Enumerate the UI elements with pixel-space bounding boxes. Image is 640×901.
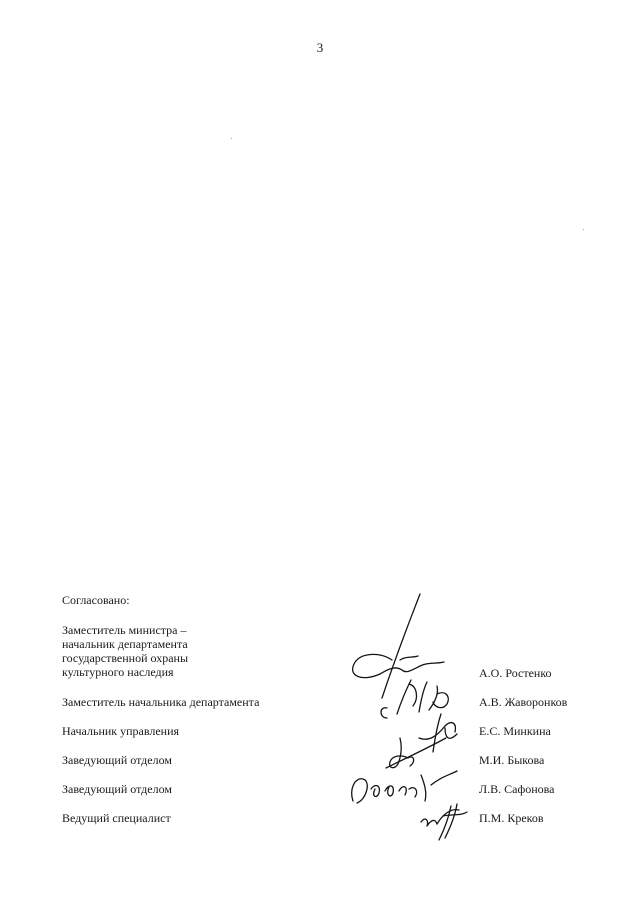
signatory-position-line: государственной охраны — [62, 651, 189, 665]
signatory-name: Л.В. Сафонова — [479, 782, 555, 796]
signatory-position-line: культурного наследия — [62, 665, 174, 679]
signatory-position-line: Заведующий отделом — [62, 753, 172, 767]
signatory-name: М.И. Быкова — [479, 753, 545, 767]
signature-krekov — [415, 796, 475, 846]
page-number: 3 — [316, 40, 324, 55]
signatory-position-line: Начальник управления — [62, 724, 180, 738]
signature-safonova — [345, 765, 465, 815]
signatory-position-line: начальник департамента — [62, 637, 188, 651]
signatory-name: А.О. Ростенко — [479, 666, 552, 680]
signature-rostenko — [340, 590, 460, 710]
signatory-name: А.В. Жаворонков — [479, 695, 568, 709]
signatory-position-line: Заведующий отделом — [62, 782, 172, 796]
approval-heading: Согласовано: — [62, 593, 130, 607]
signatory-position-line: Ведущий специалист — [62, 811, 171, 825]
scan-speck — [231, 138, 232, 139]
signatory-position-line: Заместитель министра – — [62, 623, 187, 637]
signatory-name: П.М. Креков — [479, 811, 544, 825]
signature-minkina — [405, 708, 465, 758]
signatory-position-line: Заместитель начальника департамента — [62, 695, 260, 709]
signature-zhavoronkov — [375, 672, 465, 732]
signatory-name: Е.С. Минкина — [479, 724, 551, 738]
signature-bykova — [380, 730, 460, 780]
scan-speck — [583, 229, 584, 230]
